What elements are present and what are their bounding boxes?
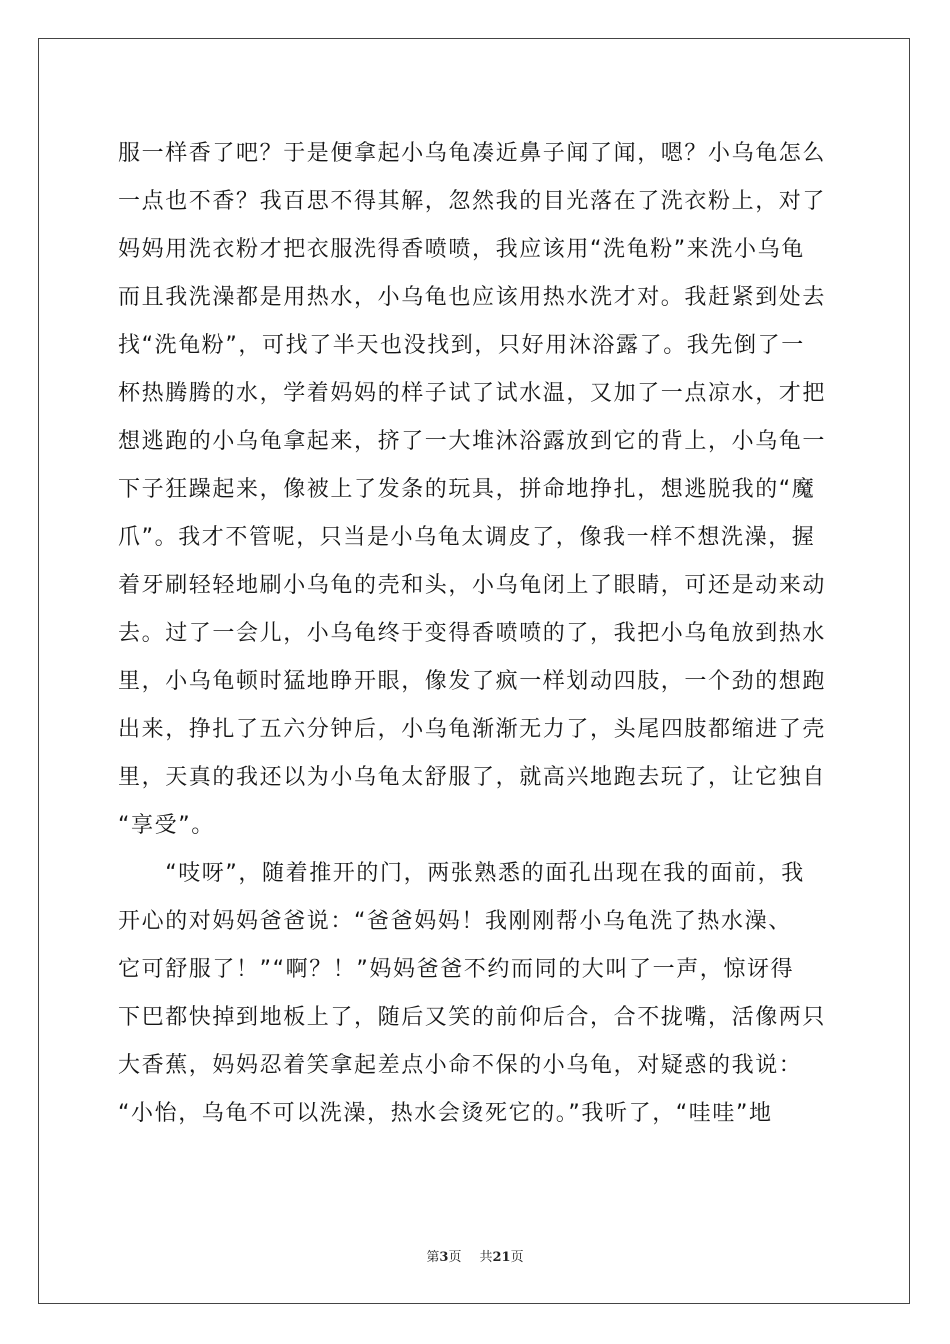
text-line: 里，天真的我还以为小乌龟太舒服了，就高兴地跑去玩了，让它独自: [118, 765, 827, 790]
text-line: 想逃跑的小乌龟拿起来，挤了一大堆沐浴露放到它的背上，小乌龟一: [118, 429, 827, 454]
text-line: 出来，挣扎了五六分钟后，小乌龟渐渐无力了，头尾四肢都缩进了壳: [118, 717, 827, 742]
text-line: 而且我洗澡都是用热水，小乌龟也应该用热水洗才对。我赶紧到处去: [118, 285, 827, 310]
text-line: 去。过了一会儿，小乌龟终于变得香喷喷的了，我把小乌龟放到热水: [118, 621, 827, 646]
text-line: 一点也不香？我百思不得其解，忽然我的目光落在了洗衣粉上，对了: [118, 189, 827, 214]
text-line: 里，小乌龟顿时猛地睁开眼，像发了疯一样划动四肢，一个劲的想跑: [118, 669, 827, 694]
page-footer: [0, 1246, 950, 1265]
page-number: 第3页: [426, 1250, 462, 1265]
text-line: 杯热腾腾的水，学着妈妈的样子试了试水温，又加了一点凉水，才把: [118, 381, 827, 406]
text-line: 它可舒服了！”“啊？！”妈妈爸爸不约而同的大叫了一声，惊讶得: [118, 957, 795, 982]
text-line: “吱呀”，随着推开的门，两张熟悉的面孔出现在我的面前，我: [118, 861, 805, 886]
text-line: 找“洗龟粉”，可找了半天也没找到，只好用沐浴露了。我先倒了一: [118, 333, 805, 358]
text-line: 着牙刷轻轻地刷小乌龟的壳和头，小乌龟闭上了眼睛，可还是动来动: [118, 573, 827, 598]
text-line: 大香蕉，妈妈忍着笑拿起差点小命不保的小乌龟，对疑惑的我说：: [118, 1053, 803, 1078]
page-total: 共21页: [479, 1250, 524, 1265]
article-body: [118, 130, 838, 1138]
text-line: 服一样香了吧？于是便拿起小乌龟凑近鼻子闻了闻，嗯？小乌龟怎么: [118, 141, 827, 166]
text-line: 下子狂躁起来，像被上了发条的玩具，拼命地挣扎，想逃脱我的“魔: [118, 477, 816, 502]
text-line: 下巴都快掉到地板上了，随后又笑的前仰后合，合不拢嘴，活像两只: [118, 1005, 827, 1030]
text-line: 开心的对妈妈爸爸说：“爸爸妈妈！我刚刚帮小乌龟洗了热水澡、: [118, 909, 792, 934]
text-line: “小怡，乌龟不可以洗澡，热水会烫死它的。”我听了，“哇哇”地: [118, 1101, 773, 1126]
text-line: “享受”。: [118, 813, 215, 838]
text-line: 妈妈用洗衣粉才把衣服洗得香喷喷，我应该用“洗龟粉”来洗小乌龟: [118, 237, 805, 262]
text-line: 爪”。我才不管呢，只当是小乌龟太调皮了，像我一样不想洗澡，握: [118, 525, 816, 550]
